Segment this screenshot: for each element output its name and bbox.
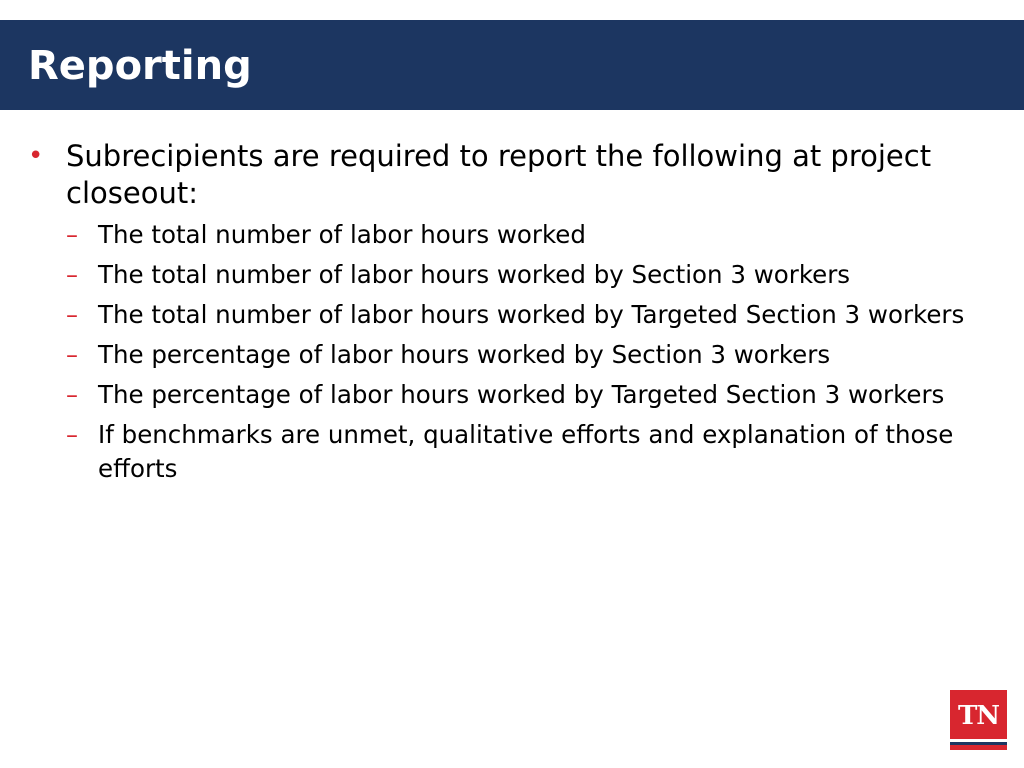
- sub-bullet-item: [28, 298, 968, 332]
- bullet-dot-icon: •: [28, 141, 44, 171]
- sub-bullet-item: [28, 378, 968, 412]
- slide-content: [28, 138, 968, 492]
- sub-bullet-text: The total number of labor hours worked: [98, 220, 586, 249]
- slide-title: Reporting: [28, 43, 252, 89]
- sub-bullet-list: [28, 218, 968, 486]
- dash-icon: –: [66, 341, 78, 369]
- title-bar: [0, 20, 1024, 110]
- sub-bullet-item: [28, 258, 968, 292]
- dash-icon: –: [66, 221, 78, 249]
- dash-icon: –: [66, 421, 78, 449]
- tn-logo: [950, 690, 1007, 750]
- logo-blue-stripe: [950, 742, 1007, 745]
- sub-bullet-text: The total number of labor hours worked by Targeted Section 3 workers: [98, 300, 965, 329]
- tn-logo-text: TN: [957, 701, 1000, 731]
- main-bullet: [28, 138, 968, 212]
- sub-bullet-item: [28, 338, 968, 372]
- sub-bullet-text: The percentage of labor hours worked by Section 3 workers: [98, 340, 831, 369]
- dash-icon: –: [66, 301, 78, 329]
- dash-icon: –: [66, 381, 78, 409]
- dash-icon: –: [66, 261, 78, 289]
- sub-bullet-text: The total number of labor hours worked by Section 3 workers: [98, 260, 851, 289]
- sub-bullet-item: [28, 218, 968, 252]
- sub-bullet-text: The percentage of labor hours worked by Targeted Section 3 workers: [98, 380, 945, 409]
- sub-bullet-text: If benchmarks are unmet, qualitative efforts and explanation of those efforts: [98, 420, 954, 483]
- sub-bullet-item: [28, 418, 968, 486]
- main-bullet-text: Subrecipients are required to report the following at project closeout:: [66, 139, 932, 210]
